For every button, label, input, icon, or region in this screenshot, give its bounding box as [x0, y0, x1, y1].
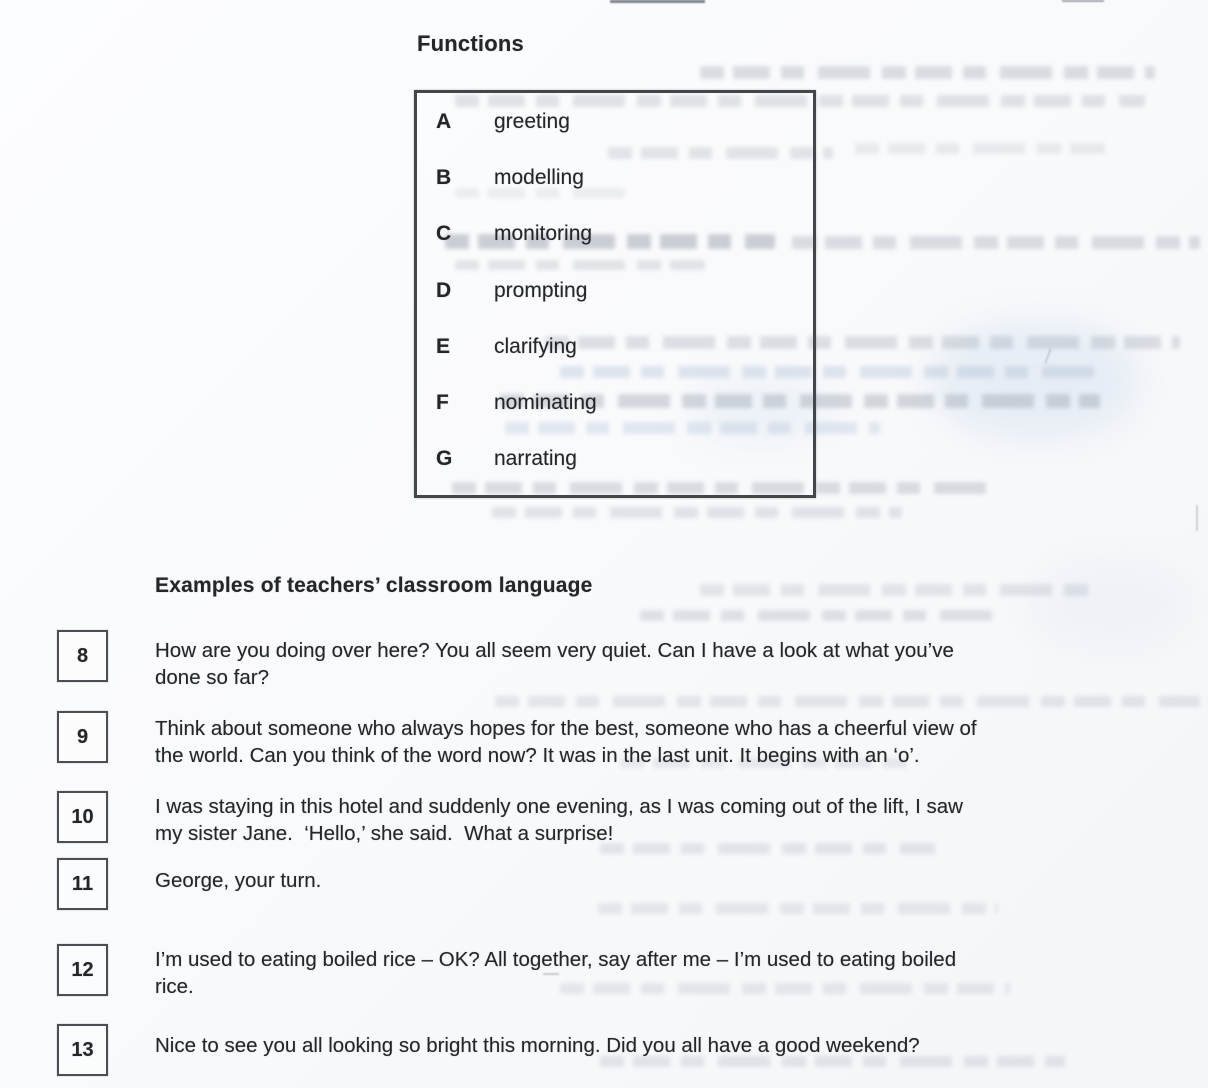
example-text-13: Nice to see you all looking so bright this morning. Did you all have a good weekend?: [155, 1034, 920, 1057]
question-number: 10: [71, 805, 94, 828]
example-text-10: I was staying in this hotel and suddenly one evening, as I was coming out of the lift, I saw my sister Jane. ‘Hello,’ she said. What a surprise!: [155, 795, 963, 845]
function-option-letter: G: [436, 447, 453, 470]
function-option-d: [436, 279, 587, 306]
bleed-through-line: [640, 610, 1000, 621]
function-option-label: monitoring: [494, 222, 593, 245]
scan-edge-mark: [1062, 0, 1104, 2]
function-option-b: [436, 166, 584, 193]
question-number: 8: [76, 644, 89, 667]
bleed-through-line: [492, 507, 902, 518]
bleed-through-line: [792, 236, 1200, 249]
question-number-box-10: [57, 791, 108, 843]
function-option-label: greeting: [494, 110, 570, 133]
function-option-g: [436, 447, 577, 474]
scan-smudge: [930, 320, 1140, 440]
function-option-label: nominating: [494, 391, 597, 414]
bleed-through-line: [495, 696, 1200, 707]
scan-edge-mark: [1044, 348, 1051, 364]
function-option-letter: E: [436, 335, 451, 358]
function-option-e: [436, 335, 577, 362]
function-option-f: [436, 391, 597, 418]
functions-options-box: [414, 90, 816, 498]
question-number-box-12: [57, 944, 108, 996]
functions-heading: Functions: [417, 31, 524, 56]
question-number-box-8: [57, 630, 108, 682]
function-option-label: modelling: [494, 166, 584, 189]
function-option-letter: F: [436, 391, 449, 414]
bleed-through-line: [598, 903, 998, 914]
function-option-letter: A: [436, 110, 452, 133]
question-number-box-11: [57, 858, 108, 910]
bleed-through-line: [855, 143, 1105, 154]
function-option-letter: C: [436, 222, 452, 245]
function-option-letter: B: [436, 166, 452, 189]
function-option-letter: D: [436, 279, 452, 302]
question-number-box-13: [57, 1024, 108, 1076]
question-number: 12: [71, 958, 94, 981]
examples-heading: Examples of teachers’ classroom language: [155, 574, 593, 597]
example-text-12: I’m used to eating boiled rice – OK? All together, say after me – I’m used to eating boiled rice.: [155, 948, 957, 998]
function-option-label: prompting: [494, 279, 588, 302]
question-number: 13: [71, 1038, 94, 1061]
function-option-c: [436, 222, 592, 249]
question-number: 11: [71, 872, 94, 895]
example-text-9: Think about someone who always hopes for the best, someone who has a cheerful view of the world. Can you think of the word now? It was in the last unit. It begins with an ‘o’.: [155, 717, 977, 767]
scan-edge-mark: [610, 0, 705, 3]
bleed-through-line: [700, 584, 1095, 596]
scan-edge-mark: [1196, 505, 1198, 531]
example-text-8: How are you doing over here? You all seem very quiet. Can I have a look at what you’ve done so far?: [155, 639, 954, 689]
function-option-label: clarifying: [494, 335, 577, 358]
bleed-through-line: [700, 66, 1155, 79]
example-text-11: George, your turn.: [155, 869, 322, 892]
function-option-a: [436, 110, 570, 137]
function-option-label: narrating: [494, 447, 577, 470]
question-number: 9: [76, 725, 89, 748]
question-number-box-9: [57, 711, 108, 763]
